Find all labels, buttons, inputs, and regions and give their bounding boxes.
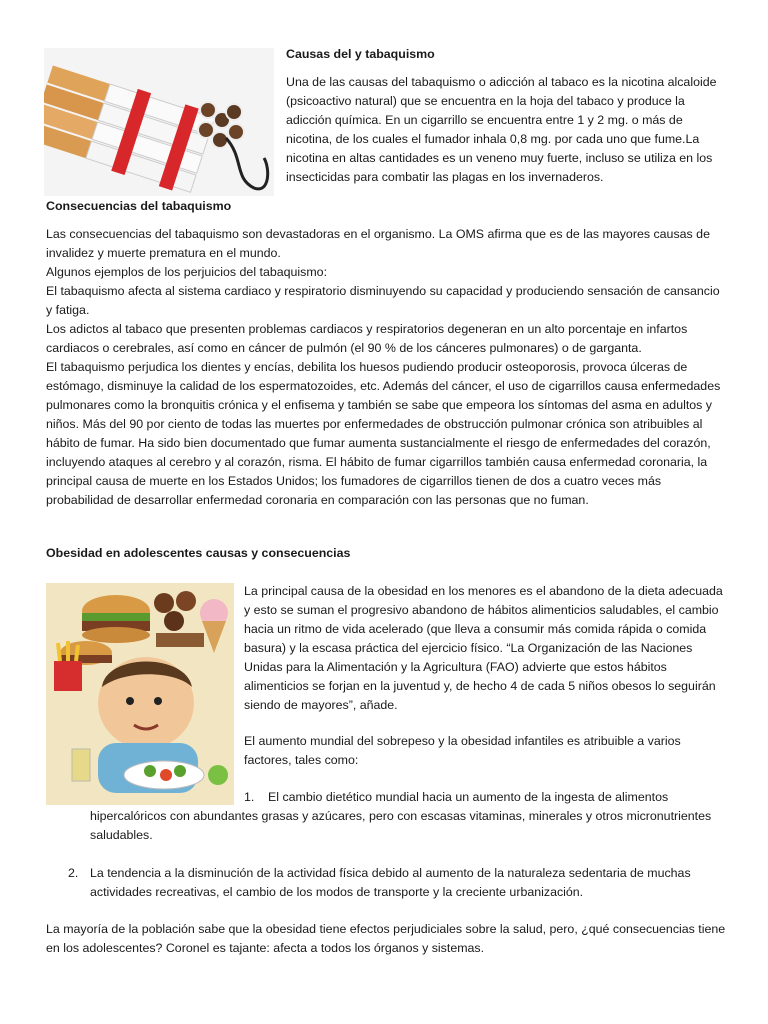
consequences-paragraph: Algunos ejemplos de los perjuicios del tabaquismo:: [46, 265, 328, 279]
list-item: [46, 788, 736, 845]
consequences-paragraph: El tabaquismo perjudica los dientes y encías, debilita los huesos pudiendo producir osteoporosis, provoca úlceras de estómago, disminuye la calidad de los espermatozoides, etc. Además del cáncer, el uso de cigarrillos causa enfermedades pulmonares como la bronquitis crónica y el enfisema y también se sabe que empeora los síntomas del asma en adultos y niños. Más del 90 por ciento de todas las muertes por enfermedades de obstrucción pulmonar crónica son atribuibles al hábito de fumar. Ha sido bien documentado que fumar aumenta sustancialmente el riesgo de enfermedades del corazón, incluyendo ataques al cerebro y al corazón, risma. El hábito de fumar cigarrillos también causa enfermedad coronaria, la principal causa de muerte en los Estados Unidos; los fumadores de cigarrillos tienen de dos a cuatro veces más probabilidad de desarrollar enfermedad coronaria en comparación con las personas que no fuman.: [46, 360, 721, 507]
consequences-paragraph: El tabaquismo afecta al sistema cardiaco y respiratorio disminuyendo su capacidad y produciendo sensación de cansancio y fatiga.: [46, 284, 720, 317]
section-heading-consequences: Consecuencias del tabaquismo: [46, 199, 232, 213]
obesity-factors-list: [46, 788, 736, 902]
obese-child-food-image: [46, 583, 234, 805]
list-text: La tendencia a la disminución de la actividad física debido al aumento de la naturaleza sedentaria de muchas actividades recreativas, el cambio de los modos de transporte y la creciente urbanización.: [90, 866, 691, 899]
obesity-closing-paragraph: La mayoría de la población sabe que la obesidad tiene efectos perjudiciales sobre la salud, pero, ¿qué consecuencias tiene en los adolescentes? Coronel es tajante: afecta a todos los órganos y sistemas.: [46, 922, 726, 955]
section-heading-obesity: Obesidad en adolescentes causas y consecuencias: [46, 546, 351, 560]
section-heading-causes: Causas del y tabaquismo: [286, 47, 435, 61]
cigarette-dynamite-image: [44, 48, 274, 196]
list-item: [46, 864, 736, 902]
consequences-body: [46, 225, 726, 510]
list-text: El cambio dietético mundial hacia un aumento de la ingesta de alimentos hipercalóricos con abundantes grasas y azúcares, pero con escasas vitaminas, minerales y otros micronutrientes saludables.: [90, 790, 712, 842]
obesity-factors-intro: El aumento mundial del sobrepeso y la obesidad infantiles es atribuible a varios factores, tales como:: [244, 734, 681, 767]
obesity-causes-paragraph: La principal causa de la obesidad en los menores es el abandono de la dieta adecuada y esto se suman el progresivo abandono de hábitos alimenticios saludables, el cambio hacia un ritmo de vida acelerado (que lleva a consumir más comida rápida o comida basura) y la escasa práctica del ejercicio físico. “La Organización de las Naciones Unidas para la Alimentación y la Agricultura (FAO) advierte que estos hábitos alimenticios se forjan en la juventud y, de hecho 4 de cada 5 niños obesos lo seguirán siendo de mayores”, añade.: [244, 584, 723, 712]
causes-paragraph: Una de las causas del tabaquismo o adicción al tabaco es la nicotina alcaloide (psicoactivo natural) que se encuentra en la hoja del tabaco y produce la adicción química. En un cigarrillo se encuentra entre 1 y 2 mg. o más de nicotina, de los cuales el fumador inhala 0,8 mg. por cada uno que fume.La nicotina en altas cantidades es un veneno muy fuerte, incluso se utiliza en los insecticidas para combatir las plagas en los invernaderos.: [286, 75, 717, 184]
list-number: 2.: [68, 866, 79, 880]
consequences-paragraph: Las consecuencias del tabaquismo son devastadoras en el organismo. La OMS afirma que es de las mayores causas de invalidez y muerte prematura en el mundo.: [46, 227, 710, 260]
list-number: 1.: [244, 790, 255, 804]
consequences-paragraph: Los adictos al tabaco que presenten problemas cardiacos y respiratorios degeneran en un alto porcentaje en infartos cardiacos o cerebrales, así como en cáncer de pulmón (el 90 % de los cánceres pulmonares) o de garganta.: [46, 322, 688, 355]
